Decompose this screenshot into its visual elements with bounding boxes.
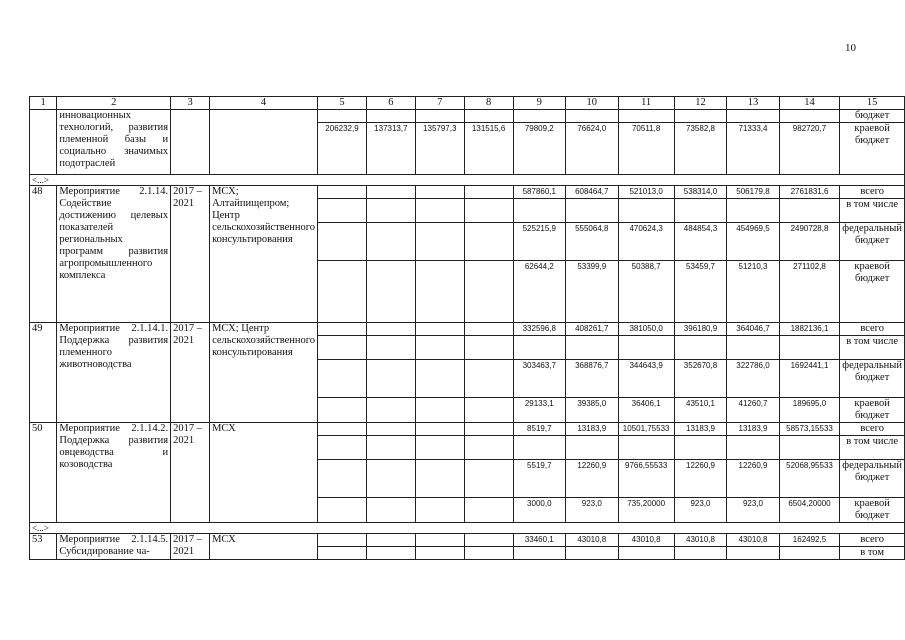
value-cell bbox=[415, 423, 464, 436]
value-cell: 131515,6 bbox=[464, 123, 513, 175]
value-cell: 41260,7 bbox=[727, 398, 779, 423]
value-cell bbox=[674, 110, 726, 123]
value-cell bbox=[415, 498, 464, 523]
value-cell bbox=[566, 110, 618, 123]
value-cell bbox=[366, 398, 415, 423]
value-cell bbox=[318, 261, 367, 323]
value-cell bbox=[513, 110, 565, 123]
value-cell: 58573,15533 bbox=[779, 423, 840, 436]
value-cell: 62644,2 bbox=[513, 261, 565, 323]
value-cell bbox=[566, 199, 618, 223]
value-cell: 3000,0 bbox=[513, 498, 565, 523]
column-header: 10 bbox=[566, 97, 618, 110]
value-cell: 555064,8 bbox=[566, 223, 618, 261]
value-cell bbox=[318, 223, 367, 261]
years-cell bbox=[171, 110, 210, 175]
value-cell: 1882136,1 bbox=[779, 323, 840, 336]
value-cell bbox=[366, 323, 415, 336]
value-cell: 33460,1 bbox=[513, 534, 565, 547]
value-cell: 43010,8 bbox=[674, 534, 726, 547]
value-cell bbox=[366, 360, 415, 398]
value-cell bbox=[415, 336, 464, 360]
value-cell bbox=[727, 436, 779, 460]
value-cell bbox=[464, 186, 513, 199]
years-cell: 2017 – 2021 bbox=[171, 186, 210, 323]
budget-label: федеральный бюджет bbox=[840, 360, 905, 398]
column-header: 8 bbox=[464, 97, 513, 110]
value-cell: 923,0 bbox=[727, 498, 779, 523]
value-cell: 408261,7 bbox=[566, 323, 618, 336]
measure-name: Мероприятие 2.1.14. Содействие достижению целевых показателей региональных программ развития агропромышленного комплекса bbox=[57, 186, 171, 323]
value-cell: 364046,7 bbox=[727, 323, 779, 336]
value-cell bbox=[415, 436, 464, 460]
value-cell: 53399,9 bbox=[566, 261, 618, 323]
table-row bbox=[30, 97, 905, 110]
value-cell bbox=[779, 110, 840, 123]
page-number: 10 bbox=[845, 42, 856, 54]
value-cell: 6504,20000 bbox=[779, 498, 840, 523]
row-number: 48 bbox=[30, 186, 57, 323]
value-cell: 352670,8 bbox=[674, 360, 726, 398]
value-cell: 10501,75533 bbox=[618, 423, 674, 436]
value-cell bbox=[318, 186, 367, 199]
value-cell bbox=[464, 336, 513, 360]
table-row bbox=[30, 186, 905, 199]
budget-label: краевой бюджет bbox=[840, 498, 905, 523]
budget-label: в том числе bbox=[840, 199, 905, 223]
budget-label: всего bbox=[840, 323, 905, 336]
value-cell: 50388,7 bbox=[618, 261, 674, 323]
value-cell bbox=[513, 436, 565, 460]
value-cell: 206232,9 bbox=[318, 123, 367, 175]
value-cell: 484854,3 bbox=[674, 223, 726, 261]
column-header: 6 bbox=[366, 97, 415, 110]
budget-label: всего bbox=[840, 186, 905, 199]
measure-name: Мероприятие 2.1.14.2. Поддержка развития овцеводства и козоводства bbox=[57, 423, 171, 523]
years-cell: 2017 – 2021 bbox=[171, 323, 210, 423]
value-cell: 12260,9 bbox=[674, 460, 726, 498]
value-cell bbox=[318, 423, 367, 436]
value-cell bbox=[674, 436, 726, 460]
value-cell bbox=[415, 360, 464, 398]
value-cell bbox=[464, 498, 513, 523]
value-cell: 1692441,1 bbox=[779, 360, 840, 398]
value-cell: 923,0 bbox=[566, 498, 618, 523]
value-cell: 521013,0 bbox=[618, 186, 674, 199]
value-cell bbox=[318, 460, 367, 498]
row-number: 53 bbox=[30, 534, 57, 560]
executor-cell: МСХ bbox=[210, 534, 318, 560]
column-header: 14 bbox=[779, 97, 840, 110]
table-row bbox=[30, 534, 905, 547]
budget-label: в том bbox=[840, 547, 905, 560]
value-cell bbox=[415, 460, 464, 498]
value-cell bbox=[727, 199, 779, 223]
value-cell bbox=[415, 534, 464, 547]
value-cell: 381050,0 bbox=[618, 323, 674, 336]
table-row bbox=[30, 175, 905, 186]
value-cell bbox=[566, 336, 618, 360]
executor-cell: МСХ; Алтайпищепром; Центр сельскохозяйственного консультирования bbox=[210, 186, 318, 323]
value-cell bbox=[566, 436, 618, 460]
value-cell: 43010,8 bbox=[727, 534, 779, 547]
value-cell bbox=[779, 199, 840, 223]
column-header: 15 bbox=[840, 97, 905, 110]
value-cell: 735,20000 bbox=[618, 498, 674, 523]
value-cell bbox=[674, 547, 726, 560]
value-cell: 36406,1 bbox=[618, 398, 674, 423]
value-cell bbox=[318, 110, 367, 123]
column-header: 4 bbox=[210, 97, 318, 110]
budget-label: федеральный бюджет bbox=[840, 460, 905, 498]
value-cell bbox=[464, 261, 513, 323]
value-cell: 13183,9 bbox=[727, 423, 779, 436]
column-header: 5 bbox=[318, 97, 367, 110]
value-cell: 9766,55533 bbox=[618, 460, 674, 498]
value-cell bbox=[464, 223, 513, 261]
budget-label: федеральный бюджет bbox=[840, 223, 905, 261]
value-cell bbox=[415, 261, 464, 323]
value-cell: 608464,7 bbox=[566, 186, 618, 199]
value-cell bbox=[464, 436, 513, 460]
executor-cell: МСХ; Центр сельскохозяйственного консультирования bbox=[210, 323, 318, 423]
value-cell bbox=[727, 110, 779, 123]
value-cell bbox=[366, 498, 415, 523]
budget-label: в том числе bbox=[840, 436, 905, 460]
value-cell bbox=[318, 498, 367, 523]
value-cell bbox=[318, 534, 367, 547]
value-cell: 587860,1 bbox=[513, 186, 565, 199]
value-cell: 51210,3 bbox=[727, 261, 779, 323]
value-cell bbox=[415, 547, 464, 560]
measure-name: Мероприятие 2.1.14.5. Субсидирование ча- bbox=[57, 534, 171, 560]
value-cell: 8519,7 bbox=[513, 423, 565, 436]
value-cell bbox=[366, 336, 415, 360]
value-cell bbox=[618, 436, 674, 460]
value-cell: 137313,7 bbox=[366, 123, 415, 175]
measure-name: Мероприятие 2.1.14.1. Поддержка развития племенного животноводства bbox=[57, 323, 171, 423]
column-header: 12 bbox=[674, 97, 726, 110]
value-cell bbox=[415, 110, 464, 123]
value-cell bbox=[366, 460, 415, 498]
value-cell: 982720,7 bbox=[779, 123, 840, 175]
value-cell bbox=[674, 199, 726, 223]
value-cell: 12260,9 bbox=[727, 460, 779, 498]
table-row bbox=[30, 110, 905, 123]
value-cell: 13183,9 bbox=[674, 423, 726, 436]
value-cell bbox=[318, 199, 367, 223]
value-cell: 303463,7 bbox=[513, 360, 565, 398]
budget-label: в том числе bbox=[840, 336, 905, 360]
value-cell bbox=[415, 199, 464, 223]
value-cell: 2761831,6 bbox=[779, 186, 840, 199]
program-table bbox=[29, 96, 905, 560]
value-cell bbox=[513, 199, 565, 223]
value-cell bbox=[366, 261, 415, 323]
value-cell bbox=[366, 199, 415, 223]
value-cell bbox=[464, 423, 513, 436]
value-cell: 43010,8 bbox=[618, 534, 674, 547]
value-cell bbox=[727, 336, 779, 360]
value-cell bbox=[318, 336, 367, 360]
value-cell bbox=[318, 398, 367, 423]
row-number: 50 bbox=[30, 423, 57, 523]
value-cell: 13183,9 bbox=[566, 423, 618, 436]
value-cell bbox=[779, 336, 840, 360]
value-cell bbox=[727, 547, 779, 560]
executor-cell bbox=[210, 110, 318, 175]
value-cell bbox=[618, 547, 674, 560]
value-cell: 5519,7 bbox=[513, 460, 565, 498]
value-cell bbox=[318, 360, 367, 398]
value-cell bbox=[779, 436, 840, 460]
value-cell: 79809,2 bbox=[513, 123, 565, 175]
value-cell bbox=[415, 186, 464, 199]
column-header: 3 bbox=[171, 97, 210, 110]
value-cell bbox=[464, 534, 513, 547]
value-cell bbox=[366, 186, 415, 199]
ellipsis-separator: <...> bbox=[30, 523, 905, 534]
value-cell bbox=[674, 336, 726, 360]
budget-label: краевой бюджет bbox=[840, 261, 905, 323]
budget-label: краевой бюджет bbox=[840, 398, 905, 423]
value-cell: 135797,3 bbox=[415, 123, 464, 175]
value-cell bbox=[366, 223, 415, 261]
measure-name: инновационных технологий, развития племенной базы и социально значимых подотраслей bbox=[57, 110, 171, 175]
column-header: 7 bbox=[415, 97, 464, 110]
executor-cell: МСХ bbox=[210, 423, 318, 523]
value-cell bbox=[318, 547, 367, 560]
value-cell: 29133,1 bbox=[513, 398, 565, 423]
value-cell: 923,0 bbox=[674, 498, 726, 523]
value-cell: 189695,0 bbox=[779, 398, 840, 423]
column-header: 11 bbox=[618, 97, 674, 110]
budget-label: всего bbox=[840, 423, 905, 436]
value-cell bbox=[513, 336, 565, 360]
value-cell bbox=[415, 323, 464, 336]
value-cell: 76624,0 bbox=[566, 123, 618, 175]
value-cell: 538314,0 bbox=[674, 186, 726, 199]
value-cell: 53459,7 bbox=[674, 261, 726, 323]
years-cell: 2017 – 2021 bbox=[171, 534, 210, 560]
value-cell: 162492,5 bbox=[779, 534, 840, 547]
column-header: 1 bbox=[30, 97, 57, 110]
value-cell bbox=[318, 323, 367, 336]
table-row bbox=[30, 523, 905, 534]
value-cell bbox=[318, 436, 367, 460]
column-header: 9 bbox=[513, 97, 565, 110]
value-cell bbox=[464, 110, 513, 123]
value-cell: 454969,5 bbox=[727, 223, 779, 261]
budget-label: всего bbox=[840, 534, 905, 547]
value-cell bbox=[366, 534, 415, 547]
column-header: 2 bbox=[57, 97, 171, 110]
value-cell: 506179,8 bbox=[727, 186, 779, 199]
value-cell bbox=[464, 460, 513, 498]
value-cell bbox=[415, 398, 464, 423]
value-cell bbox=[464, 199, 513, 223]
value-cell bbox=[415, 223, 464, 261]
value-cell bbox=[464, 360, 513, 398]
value-cell: 52068,95533 bbox=[779, 460, 840, 498]
value-cell bbox=[366, 423, 415, 436]
value-cell bbox=[366, 436, 415, 460]
value-cell: 344643,9 bbox=[618, 360, 674, 398]
table-row bbox=[30, 423, 905, 436]
value-cell: 43510,1 bbox=[674, 398, 726, 423]
value-cell: 43010,8 bbox=[566, 534, 618, 547]
value-cell: 71333,4 bbox=[727, 123, 779, 175]
value-cell bbox=[464, 323, 513, 336]
budget-label: бюджет bbox=[840, 110, 905, 123]
value-cell: 525215,9 bbox=[513, 223, 565, 261]
value-cell bbox=[779, 547, 840, 560]
row-number: 49 bbox=[30, 323, 57, 423]
value-cell bbox=[464, 547, 513, 560]
value-cell: 396180,9 bbox=[674, 323, 726, 336]
budget-label: краевой бюджет bbox=[840, 123, 905, 175]
value-cell: 368876,7 bbox=[566, 360, 618, 398]
years-cell: 2017 – 2021 bbox=[171, 423, 210, 523]
value-cell bbox=[464, 398, 513, 423]
ellipsis-separator: <...> bbox=[30, 175, 905, 186]
value-cell bbox=[566, 547, 618, 560]
value-cell: 322786,0 bbox=[727, 360, 779, 398]
value-cell bbox=[618, 110, 674, 123]
value-cell bbox=[513, 547, 565, 560]
table-row bbox=[30, 323, 905, 336]
value-cell: 332596,8 bbox=[513, 323, 565, 336]
value-cell: 39385,0 bbox=[566, 398, 618, 423]
value-cell: 73582,8 bbox=[674, 123, 726, 175]
value-cell: 271102,8 bbox=[779, 261, 840, 323]
value-cell bbox=[366, 547, 415, 560]
column-header: 13 bbox=[727, 97, 779, 110]
value-cell: 470624,3 bbox=[618, 223, 674, 261]
row-number-cell bbox=[30, 110, 57, 175]
value-cell: 2490728,8 bbox=[779, 223, 840, 261]
value-cell: 70511,8 bbox=[618, 123, 674, 175]
value-cell bbox=[618, 336, 674, 360]
value-cell: 12260,9 bbox=[566, 460, 618, 498]
value-cell bbox=[618, 199, 674, 223]
value-cell bbox=[366, 110, 415, 123]
